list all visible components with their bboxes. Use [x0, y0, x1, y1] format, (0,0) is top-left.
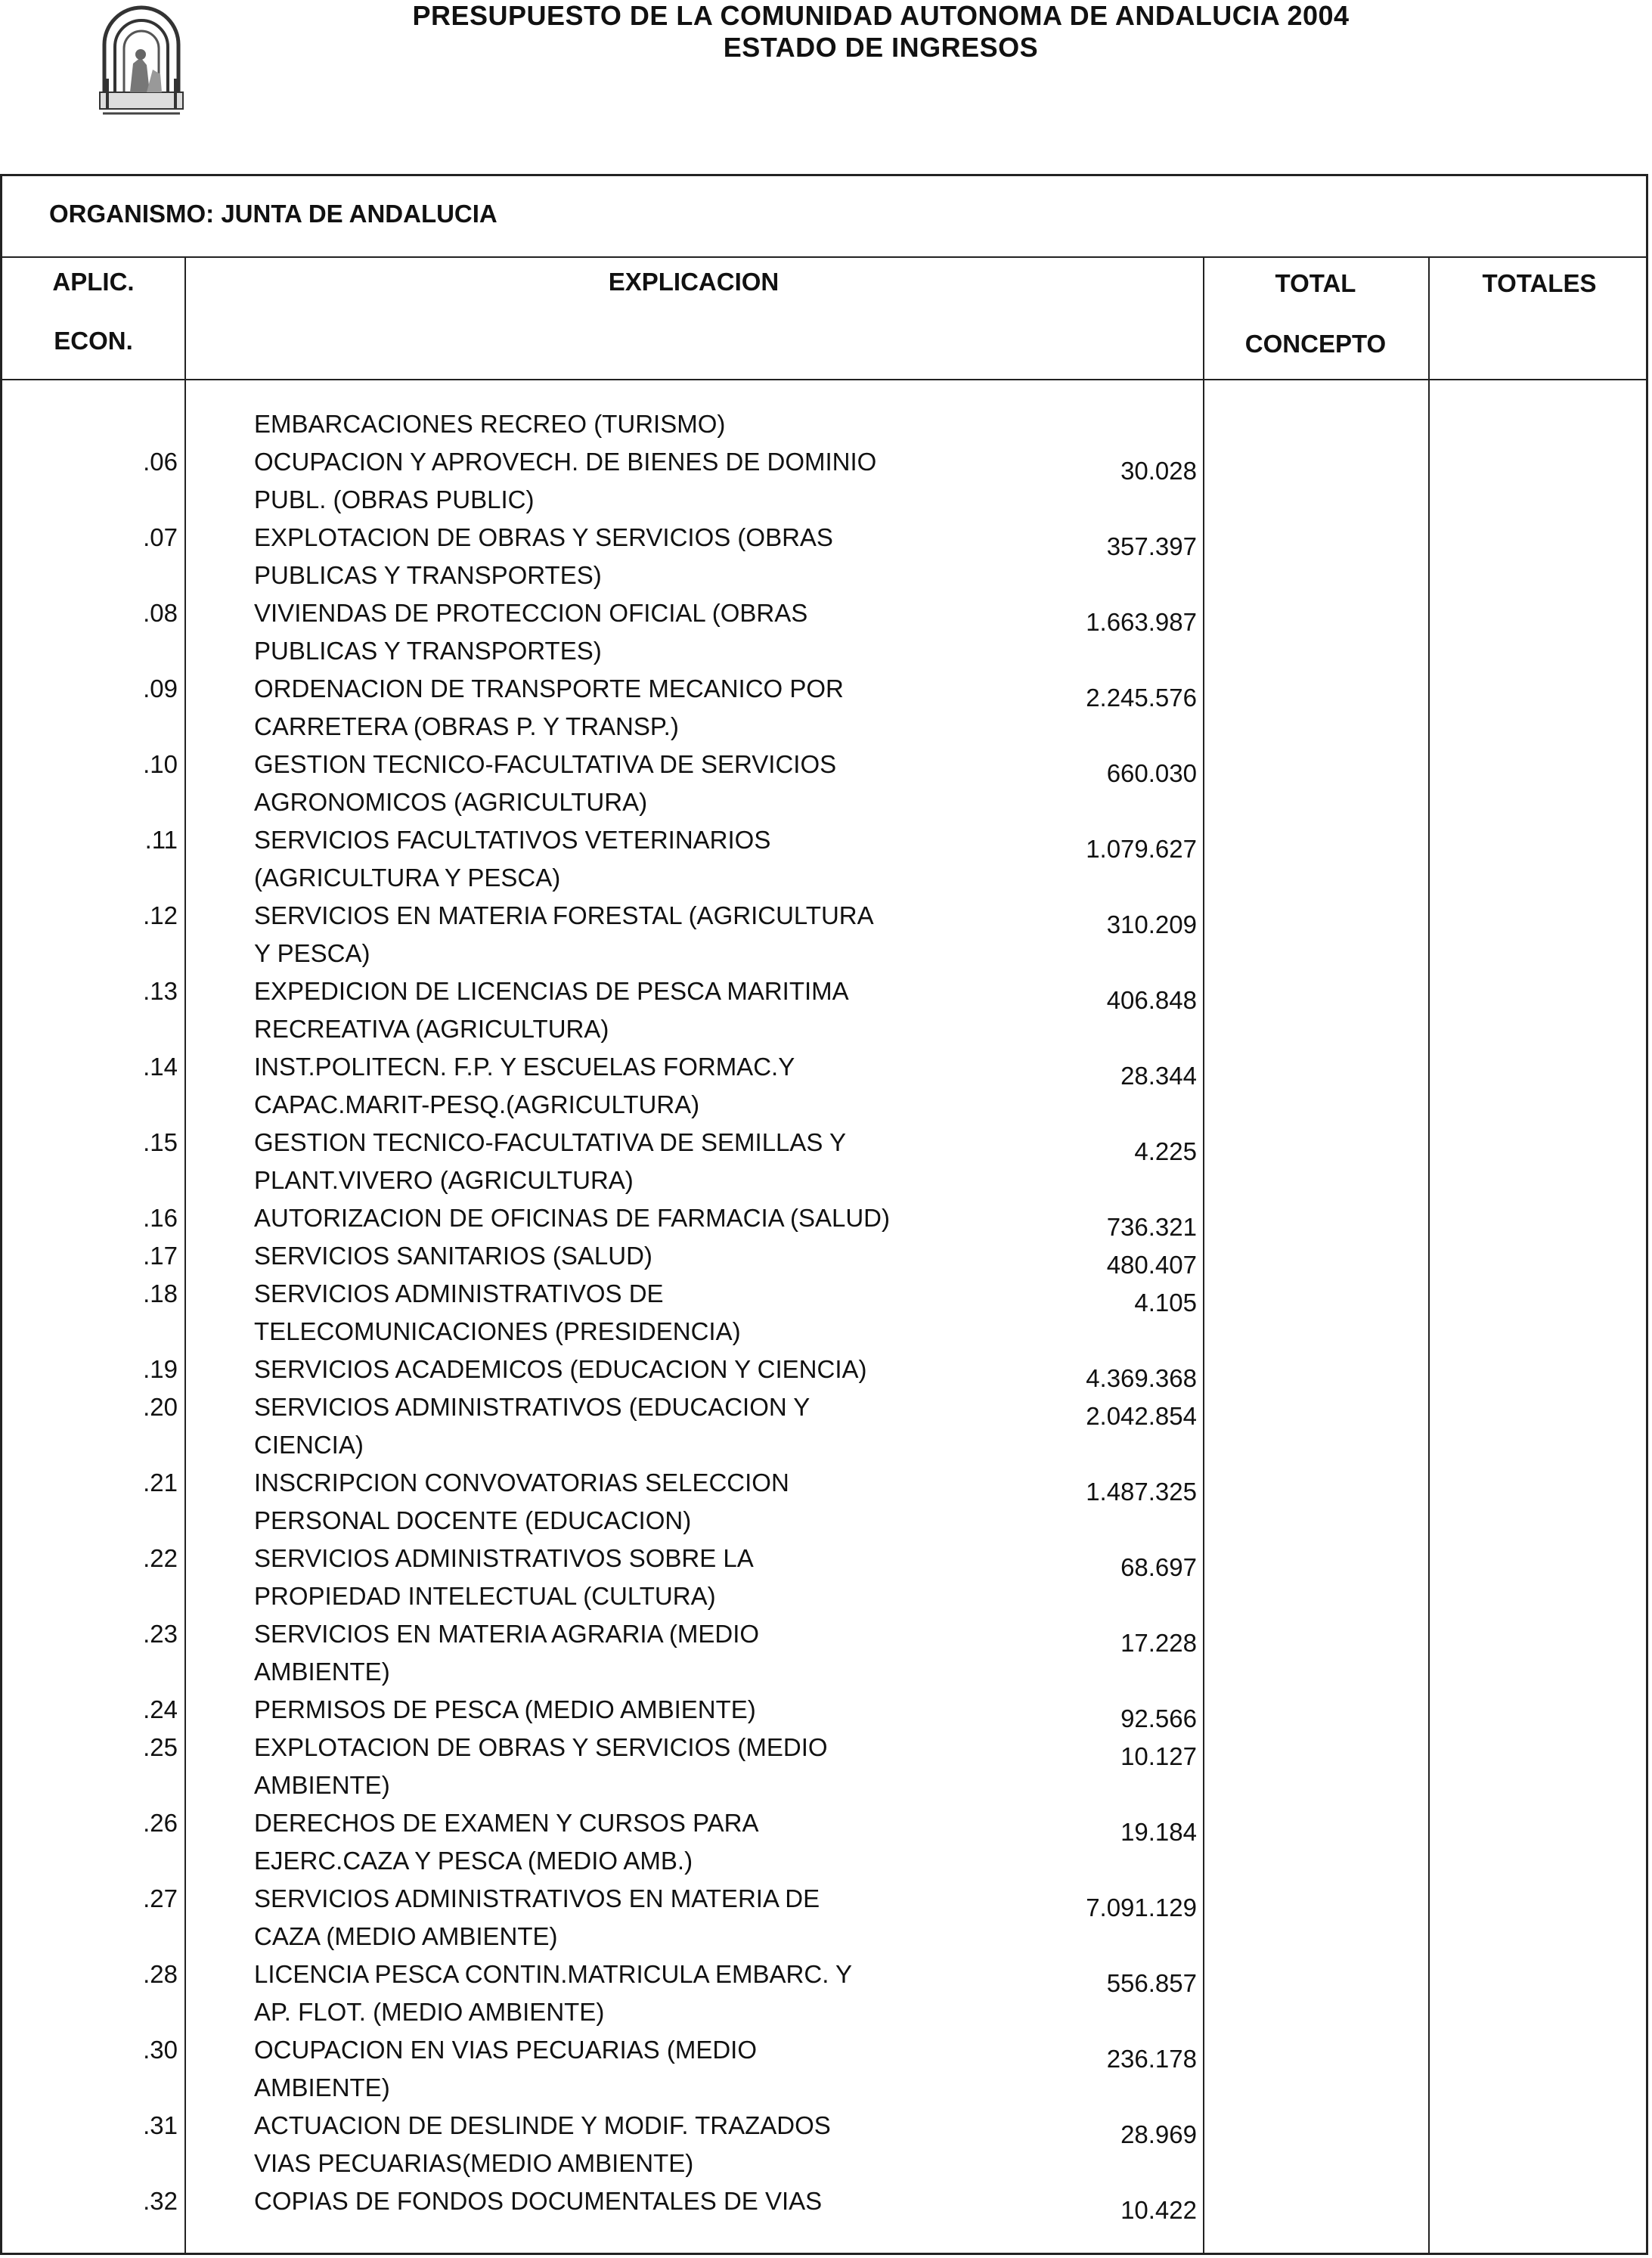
income-table	[0, 174, 1648, 2255]
row-code: .32	[143, 2187, 178, 2215]
row-description	[254, 594, 1010, 670]
row-description-line: COPIAS DE FONDOS DOCUMENTALES DE VIAS	[254, 2187, 823, 2215]
row-amount: 68.697	[1120, 1553, 1197, 1581]
row-amount: 1.487.325	[1086, 1478, 1197, 1506]
row-code: .09	[143, 675, 178, 703]
row-code: .06	[143, 448, 178, 476]
row-description	[254, 1691, 1010, 1729]
row-code: .16	[143, 1204, 178, 1232]
row-description-line: PERMISOS DE PESCA (MEDIO AMBIENTE)	[254, 1695, 756, 1723]
row-amount: 357.397	[1106, 532, 1197, 560]
row-description-line: SERVICIOS SANITARIOS (SALUD)	[254, 1242, 652, 1270]
row-description-line: AUTORIZACION DE OFICINAS DE FARMACIA (SALUD)	[254, 1204, 891, 1232]
row-code: .22	[143, 1544, 178, 1572]
row-description	[254, 670, 1010, 746]
row-description-line: SERVICIOS ADMINISTRATIVOS DE	[254, 1279, 664, 1307]
row-code: .08	[143, 599, 178, 627]
row-code: .18	[143, 1279, 178, 1307]
row-description-line: RECREATIVA (AGRICULTURA)	[254, 1015, 609, 1043]
row-description	[254, 1275, 1010, 1351]
row-description	[254, 1048, 1010, 1124]
row-code: .20	[143, 1393, 178, 1421]
header-divider	[2, 379, 1646, 380]
row-description-line: SERVICIOS ADMINISTRATIVOS (EDUCACION Y	[254, 1393, 811, 1421]
row-code: .13	[143, 977, 178, 1005]
row-description-line: AGRONOMICOS (AGRICULTURA)	[254, 788, 648, 816]
col-header-totales: TOTALES	[1482, 269, 1597, 297]
row-description-line: CARRETERA (OBRAS P. Y TRANSP.)	[254, 712, 679, 740]
row-amount: 10.422	[1120, 2196, 1197, 2224]
row-description-line: LICENCIA PESCA CONTIN.MATRICULA EMBARC. Y	[254, 1960, 852, 1988]
row-description	[254, 443, 1010, 519]
row-description-line: GESTION TECNICO-FACULTATIVA DE SEMILLAS Y	[254, 1128, 847, 1156]
col-header-explicacion: EXPLICACION	[608, 268, 780, 296]
col-divider-total	[1428, 256, 1430, 2255]
row-description-line: VIVIENDAS DE PROTECCION OFICIAL (OBRAS	[254, 599, 808, 627]
row-amount: 19.184	[1120, 1818, 1197, 1846]
row-description	[254, 746, 1010, 821]
row-description-line: AMBIENTE)	[254, 1771, 390, 1799]
row-description-line: Y PESCA)	[254, 939, 370, 967]
row-description-line: AMBIENTE)	[254, 2073, 390, 2101]
row-description-line: SERVICIOS ADMINISTRATIVOS SOBRE LA	[254, 1544, 754, 1572]
row-amount: 406.848	[1106, 986, 1197, 1014]
row-amount: 556.857	[1106, 1969, 1197, 1997]
col-header-aplic: APLIC.	[52, 268, 135, 296]
row-code: .31	[143, 2111, 178, 2139]
row-code: .11	[144, 826, 178, 854]
row-description-line: PERSONAL DOCENTE (EDUCACION)	[254, 1506, 692, 1534]
row-amount: 236.178	[1106, 2045, 1197, 2073]
row-code: .12	[143, 901, 178, 929]
row-description-line: VIAS PECUARIAS(MEDIO AMBIENTE)	[254, 2149, 694, 2177]
row-description-line: PLANT.VIVERO (AGRICULTURA)	[254, 1166, 634, 1194]
col-divider-explicacion	[1203, 256, 1204, 2255]
row-description-line: EXPEDICION DE LICENCIAS DE PESCA MARITIMA	[254, 977, 849, 1005]
row-amount: 17.228	[1120, 1629, 1197, 1657]
row-description-line: SERVICIOS ACADEMICOS (EDUCACION Y CIENCIA)	[254, 1355, 867, 1383]
row-description-line: INSCRIPCION CONVOVATORIAS SELECCION	[254, 1469, 789, 1497]
row-description-line: CAZA (MEDIO AMBIENTE)	[254, 1922, 558, 1950]
row-description	[254, 1615, 1010, 1691]
page-subtitle: ESTADO DE INGRESOS	[723, 32, 1039, 63]
row-description: EMBARCACIONES RECREO (TURISMO)	[254, 410, 726, 438]
row-description	[254, 2182, 1010, 2220]
row-description-line: AP. FLOT. (MEDIO AMBIENTE)	[254, 1998, 605, 2026]
row-code: .07	[143, 523, 178, 551]
row-code: .28	[143, 1960, 178, 1988]
row-description	[254, 1880, 1010, 1956]
row-description-line: SERVICIOS ADMINISTRATIVOS EN MATERIA DE	[254, 1884, 820, 1912]
row-description-line: CIENCIA)	[254, 1431, 364, 1459]
row-description-line: OCUPACION Y APROVECH. DE BIENES DE DOMINIO	[254, 448, 877, 476]
row-code: .10	[143, 750, 178, 778]
row-code: .21	[143, 1469, 178, 1497]
row-description-line: PUBL. (OBRAS PUBLIC)	[254, 485, 535, 513]
row-description-line: PROPIEDAD INTELECTUAL (CULTURA)	[254, 1582, 716, 1610]
row-amount: 4.369.368	[1086, 1364, 1197, 1392]
row-description	[254, 897, 1010, 972]
row-amount: 2.042.854	[1086, 1402, 1197, 1430]
row-description-line: AMBIENTE)	[254, 1658, 390, 1686]
row-description	[254, 1351, 1010, 1388]
row-code: .24	[143, 1695, 178, 1723]
row-description	[254, 519, 1010, 594]
row-code: .30	[143, 2036, 178, 2064]
junta-de-andalucia-emblem-icon	[97, 3, 186, 116]
row-description-line: DERECHOS DE EXAMEN Y CURSOS PARA	[254, 1809, 759, 1837]
row-amount: 310.209	[1106, 910, 1197, 938]
row-amount: 4.105	[1134, 1289, 1197, 1317]
row-description	[254, 2107, 1010, 2182]
organismo-label: ORGANISMO: JUNTA DE ANDALUCIA	[49, 200, 497, 228]
row-description-line: ORDENACION DE TRANSPORTE MECANICO POR	[254, 675, 844, 703]
row-description-line: PUBLICAS Y TRANSPORTES)	[254, 637, 602, 665]
row-description-line: SERVICIOS EN MATERIA AGRARIA (MEDIO	[254, 1620, 760, 1648]
row-code: .27	[143, 1884, 178, 1912]
row-description-line: TELECOMUNICACIONES (PRESIDENCIA)	[254, 1317, 741, 1345]
row-description-line: SERVICIOS EN MATERIA FORESTAL (AGRICULTURA	[254, 901, 874, 929]
row-description	[254, 1124, 1010, 1199]
row-amount: 660.030	[1106, 759, 1197, 787]
row-description	[254, 1804, 1010, 1880]
row-description	[254, 972, 1010, 1048]
row-code: .17	[143, 1242, 178, 1270]
col-divider-aplic	[184, 256, 186, 2255]
row-amount: 10.127	[1120, 1742, 1197, 1770]
row-description	[254, 1956, 1010, 2031]
row-amount: 92.566	[1120, 1704, 1197, 1732]
row-amount: 28.969	[1120, 2120, 1197, 2148]
row-code: .14	[143, 1053, 178, 1081]
row-description-line: EJERC.CAZA Y PESCA (MEDIO AMB.)	[254, 1847, 693, 1875]
row-description-line: (AGRICULTURA Y PESCA)	[254, 864, 561, 892]
row-amount: 480.407	[1106, 1251, 1197, 1279]
row-description-line: SERVICIOS FACULTATIVOS VETERINARIOS	[254, 826, 771, 854]
row-description	[254, 1729, 1010, 1804]
row-description	[254, 1237, 1010, 1275]
row-amount: 7.091.129	[1086, 1894, 1197, 1921]
row-description	[254, 1464, 1010, 1540]
row-code: .25	[143, 1733, 178, 1761]
row-code: .23	[143, 1620, 178, 1648]
row-description	[254, 821, 1010, 897]
row-amount: 4.225	[1134, 1137, 1197, 1165]
col-header-econ: ECON.	[54, 327, 133, 355]
row-amount: 28.344	[1120, 1062, 1197, 1090]
row-description-line: OCUPACION EN VIAS PECUARIAS (MEDIO	[254, 2036, 757, 2064]
col-header-concepto: CONCEPTO	[1244, 330, 1387, 358]
row-description	[254, 1540, 1010, 1615]
row-description	[254, 1199, 1010, 1237]
page-title: PRESUPUESTO DE LA COMUNIDAD AUTONOMA DE ANDALUCIA 2004	[412, 0, 1350, 31]
row-amount: 2.245.576	[1086, 684, 1197, 712]
row-amount: 1.663.987	[1086, 608, 1197, 636]
row-code: .19	[143, 1355, 178, 1383]
row-description	[254, 2031, 1010, 2107]
row-description-line: PUBLICAS Y TRANSPORTES)	[254, 561, 602, 589]
row-amount: 30.028	[1120, 457, 1197, 485]
row-description-line: CAPAC.MARIT-PESQ.(AGRICULTURA)	[254, 1090, 700, 1118]
col-header-total: TOTAL	[1275, 269, 1356, 297]
row-description-line: INST.POLITECN. F.P. Y ESCUELAS FORMAC.Y	[254, 1053, 795, 1081]
row-amount: 736.321	[1106, 1213, 1197, 1241]
row-description-line: EXPLOTACION DE OBRAS Y SERVICIOS (MEDIO	[254, 1733, 828, 1761]
row-description-line: GESTION TECNICO-FACULTATIVA DE SERVICIOS	[254, 750, 837, 778]
row-code: .15	[143, 1128, 178, 1156]
row-amount: 1.079.627	[1086, 835, 1197, 863]
row-description	[254, 1388, 1010, 1464]
row-code: .26	[143, 1809, 178, 1837]
row-description-line: ACTUACION DE DESLINDE Y MODIF. TRAZADOS	[254, 2111, 831, 2139]
org-divider	[2, 256, 1646, 258]
row-description-line: EXPLOTACION DE OBRAS Y SERVICIOS (OBRAS	[254, 523, 833, 551]
